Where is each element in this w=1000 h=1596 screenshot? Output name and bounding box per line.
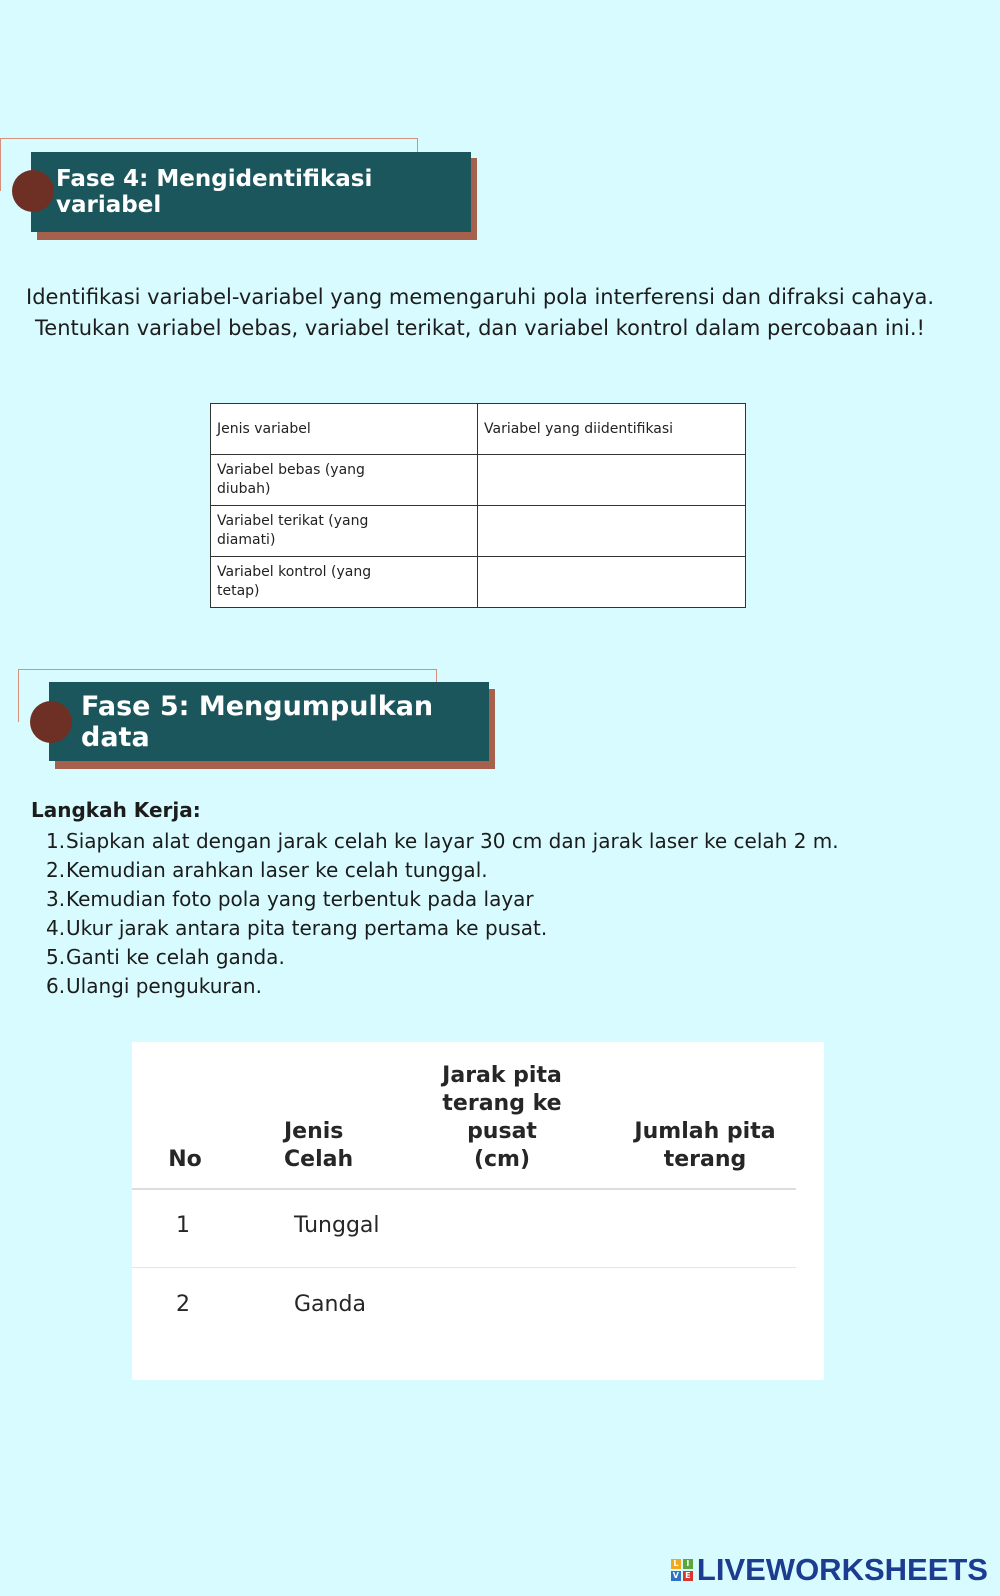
- phase5-title: Fase 5: Mengumpulkan data: [49, 682, 489, 761]
- header-variabel-diidentifikasi: Variabel yang diidentifikasi: [478, 404, 746, 455]
- list-item: 2. Kemudian arahkan laser ke celah tunggal.: [46, 858, 488, 882]
- table-row: [211, 455, 746, 506]
- steps-title: Langkah Kerja:: [31, 798, 201, 822]
- table-header-row: [211, 404, 746, 455]
- row-jenis: Tunggal: [294, 1213, 380, 1238]
- list-item: 6. Ulangi pengukuran.: [46, 974, 262, 998]
- variable-table: [210, 403, 746, 608]
- row-no: 1: [176, 1213, 190, 1238]
- list-item: 4. Ukur jarak antara pita terang pertama ke pusat.: [46, 916, 548, 940]
- row-label-kontrol: Variabel kontrol (yang tetap): [217, 564, 372, 599]
- phase4-instructions: [0, 282, 960, 344]
- table-row: [211, 506, 746, 557]
- answer-cell-bebas[interactable]: [478, 455, 746, 506]
- brand-name: LIVEWORKSHEETS: [696, 1552, 988, 1587]
- row-label-terikat: Variabel terikat (yang diamati): [217, 513, 369, 548]
- data-table: [132, 1042, 824, 1380]
- header-no: No: [168, 1147, 202, 1172]
- phase4-title: Fase 4: Mengidentifikasi variabel: [31, 152, 471, 232]
- instruction-line-1: Identifikasi variabel-variabel yang memengaruhi pola interferensi dan difraksi cahaya.: [26, 285, 934, 309]
- table-row: [211, 557, 746, 608]
- header-jenis-celah: Jenis Celah: [284, 1119, 354, 1172]
- logo-mark-icon: L I V E: [671, 1559, 693, 1581]
- row-jenis: Ganda: [294, 1292, 366, 1317]
- row-divider: [132, 1267, 796, 1268]
- bullet-dot-icon: [30, 701, 72, 743]
- row-no: 2: [176, 1292, 190, 1317]
- header-jarak-pita: Jarak pita terang ke pusat (cm): [442, 1063, 562, 1172]
- answer-cell-kontrol[interactable]: [478, 557, 746, 608]
- steps-list: [46, 827, 839, 1001]
- header-jumlah-pita: Jumlah pita terang: [634, 1119, 776, 1172]
- header-jenis-variabel: Jenis variabel: [211, 404, 478, 455]
- answer-cell-terikat[interactable]: [478, 506, 746, 557]
- header-divider: [132, 1188, 796, 1190]
- row-label-bebas: Variabel bebas (yang diubah): [217, 462, 365, 497]
- list-item: 3. Kemudian foto pola yang terbentuk pada layar: [46, 887, 534, 911]
- instruction-line-2: Tentukan variabel bebas, variabel terikat, dan variabel kontrol dalam percobaan ini.!: [35, 316, 925, 340]
- list-item: 1. Siapkan alat dengan jarak celah ke layar 30 cm dan jarak laser ke celah 2 m.: [46, 829, 839, 853]
- bullet-dot-icon: [12, 170, 54, 212]
- list-item: 5. Ganti ke celah ganda.: [46, 945, 285, 969]
- liveworksheets-logo: [671, 1552, 988, 1588]
